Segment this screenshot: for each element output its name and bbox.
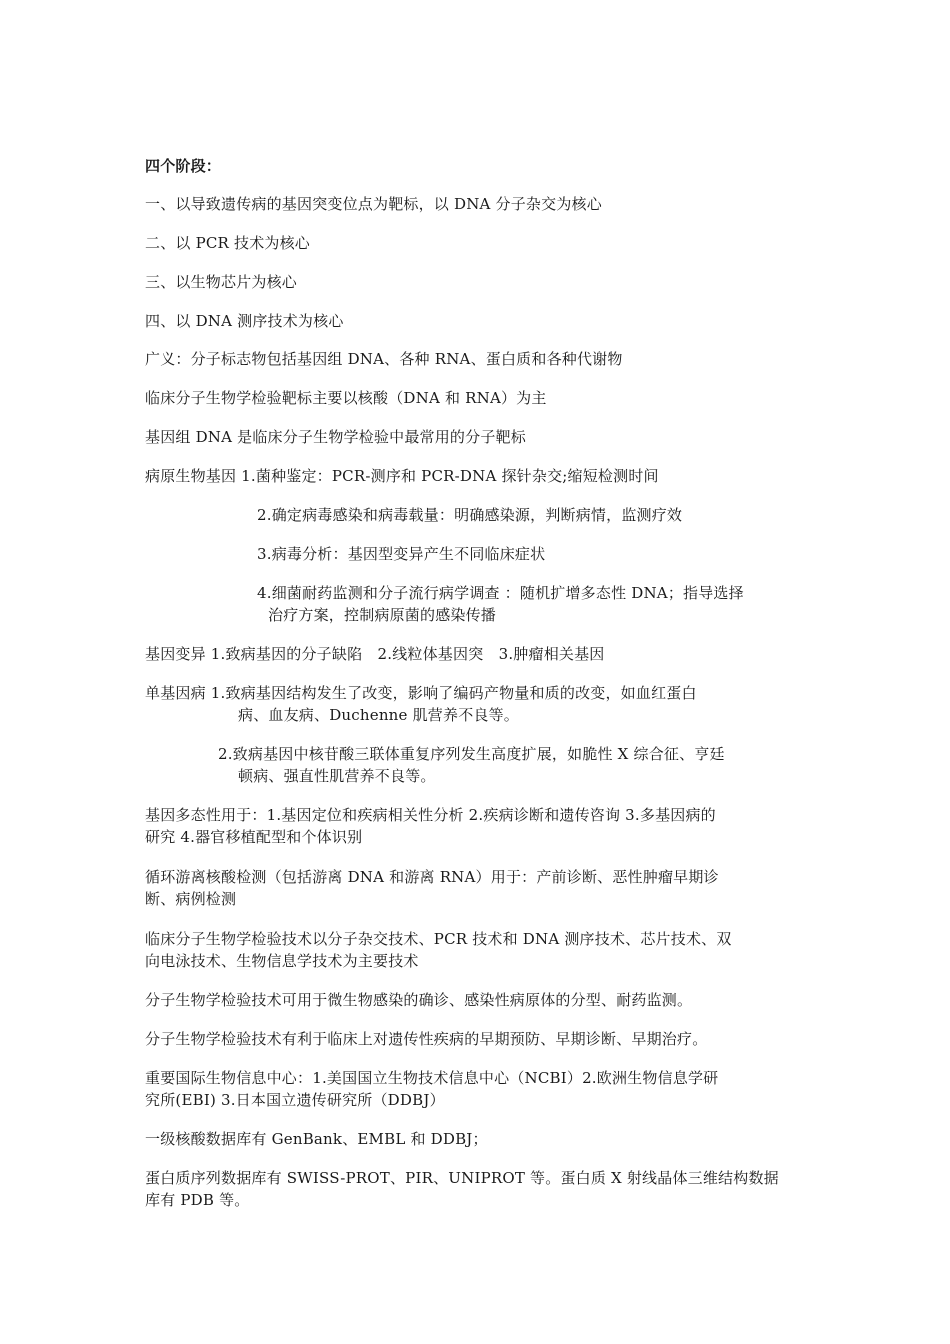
paragraph-genome-dna: 基因组 DNA 是临床分子生物学检验中最常用的分子靶标 — [145, 428, 526, 446]
stage-1: 一、以导致遗传病的基因突变位点为靶标，以 DNA 分子杂交为核心 — [145, 195, 602, 213]
pathogen-item-4-line-1: 4.细菌耐药监测和分子流行病学调查 ：随机扩增多态性 DNA；指导选择 — [257, 584, 744, 602]
paragraph-genetic-disease: 分子生物学检验技术有利于临床上对遗传性疾病的早期预防、早期诊断、早期治疗。 — [145, 1030, 708, 1048]
monogenic-line-2: 病、血友病、Duchenne 肌营养不良等。 — [238, 706, 519, 724]
pathogen-item-2: 2.确定病毒感染和病毒载量：明确感染源，判断病情，监测疗效 — [257, 506, 683, 524]
centers-line-1: 重要国际生物信息中心：1.美国国立生物技术信息中心（NCBI）2.欧洲生物信息学研 — [145, 1069, 719, 1087]
protein-db-line-1: 蛋白质序列数据库有 SWISS-PROT、PIR、UNIPROT 等。蛋白质 X 射线晶体三维结构数据 — [145, 1169, 779, 1187]
monogenic-line-3: 2.致病基因中核苷酸三联体重复序列发生高度扩展，如脆性 X 综合征、亨廷 — [218, 745, 725, 763]
pathogen-item-1: 病原生物基因 1.菌种鉴定：PCR-测序和 PCR-DNA 探针杂交;缩短检测时间 — [145, 467, 659, 485]
polymorphism-line-2: 研究 4.器官移植配型和个体识别 — [145, 828, 363, 846]
paragraph-main-target: 临床分子生物学检验靶标主要以核酸（DNA 和 RNA）为主 — [145, 389, 547, 407]
techniques-line-2: 向电泳技术、生物信息学技术为主要技术 — [145, 952, 419, 970]
paragraph-microbe: 分子生物学检验技术可用于微生物感染的确诊、感染性病原体的分型、耐药监测。 — [145, 991, 693, 1009]
polymorphism-line-1: 基因多态性用于：1.基因定位和疾病相关性分析 2.疾病诊断和遗传咨询 3.多基因病的 — [145, 806, 716, 824]
protein-db-line-2: 库有 PDB 等。 — [145, 1191, 250, 1209]
paragraph-gene-variation: 基因变异 1.致病基因的分子缺陷 2.线粒体基因突 3.肿瘤相关基因 — [145, 645, 605, 663]
monogenic-line-4: 顿病、强直性肌营养不良等。 — [238, 767, 436, 785]
stage-3: 三、以生物芯片为核心 — [145, 273, 298, 291]
centers-line-2: 究所(EBI) 3.日本国立遗传研究所（DDBJ） — [145, 1091, 445, 1109]
circulating-line-2: 断、病例检测 — [145, 890, 237, 908]
pathogen-item-4-line-2: 治疗方案，控制病原菌的感染传播 — [268, 606, 497, 624]
circulating-line-1: 循环游离核酸检测（包括游离 DNA 和游离 RNA）用于：产前诊断、恶性肿瘤早期诊 — [145, 868, 719, 886]
pathogen-item-3: 3.病毒分析：基因型变异产生不同临床症状 — [257, 545, 546, 563]
stage-2: 二、以 PCR 技术为核心 — [145, 234, 311, 252]
techniques-line-1: 临床分子生物学检验技术以分子杂交技术、PCR 技术和 DNA 测序技术、芯片技术、双 — [145, 930, 732, 948]
monogenic-line-1: 单基因病 1.致病基因结构发生了改变，影响了编码产物量和质的改变，如血红蛋白 — [145, 684, 697, 702]
section-heading: 四个阶段： — [145, 157, 222, 175]
paragraph-nucleic-db: 一级核酸数据库有 GenBank、EMBL 和 DDBJ； — [145, 1130, 488, 1148]
stage-4: 四、以 DNA 测序技术为核心 — [145, 312, 344, 330]
paragraph-broad-definition: 广义：分子标志物包括基因组 DNA、各种 RNA、蛋白质和各种代谢物 — [145, 350, 623, 368]
